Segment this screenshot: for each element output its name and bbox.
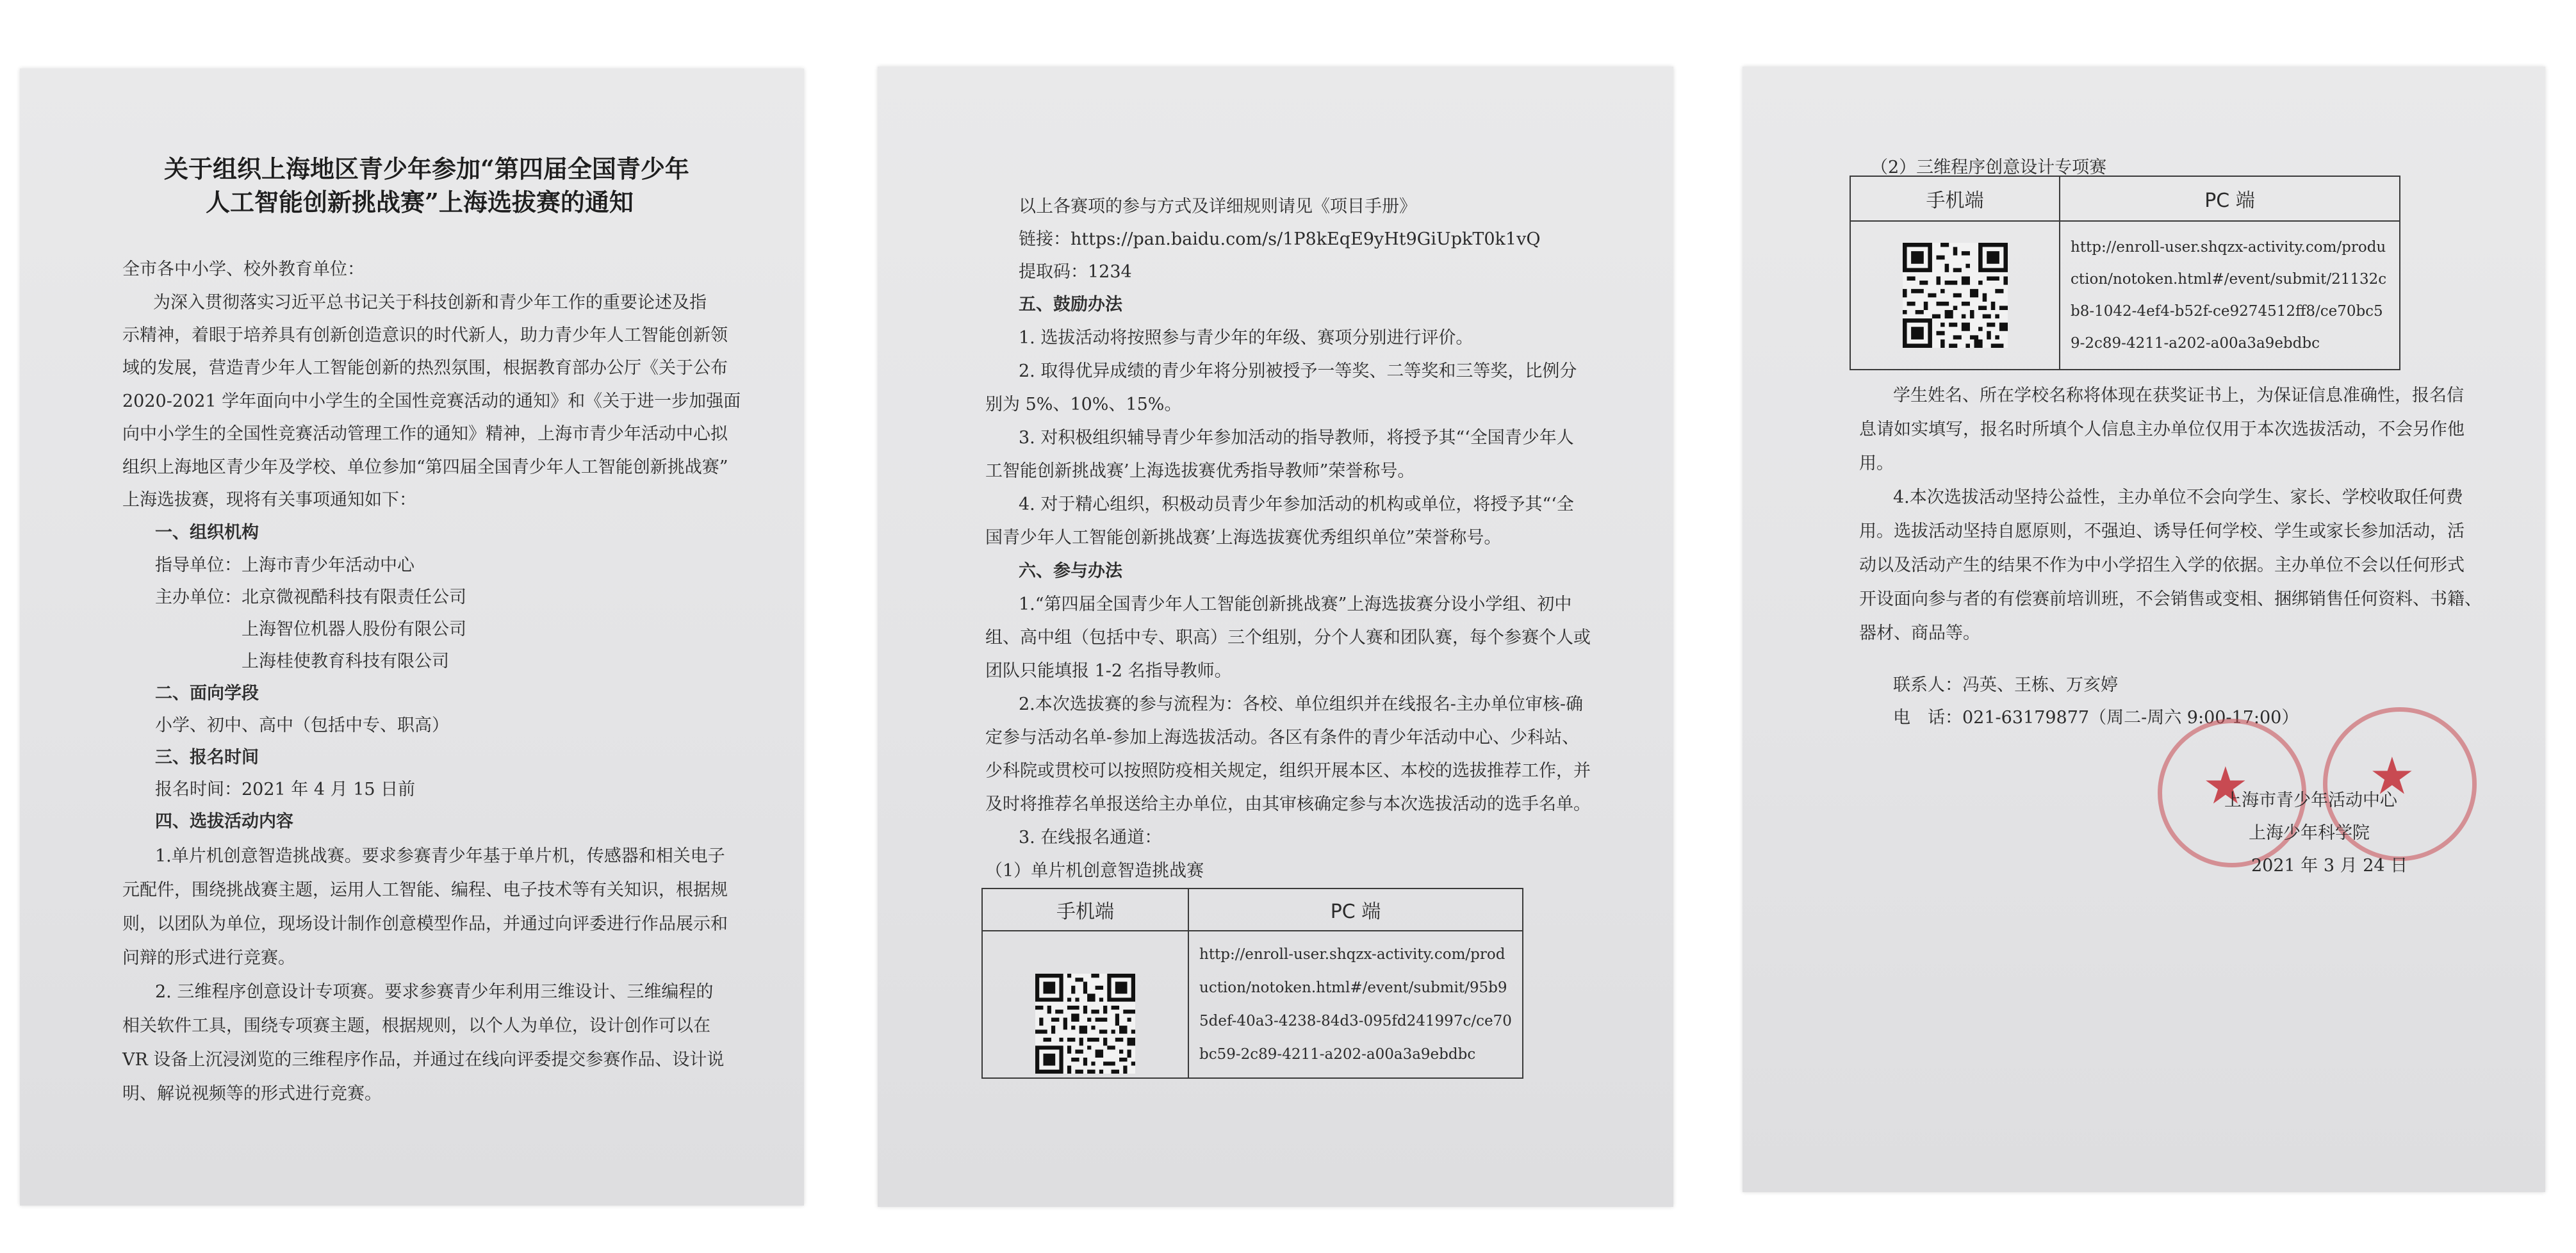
- body-line: 提取码：1234: [1019, 262, 1132, 282]
- body-line: 为深入贯彻落实习近平总书记关于科技创新和青少年工作的重要论述及指: [153, 293, 707, 313]
- seal-star-icon: ★: [2369, 746, 2415, 806]
- body-line: 少科院或贯校可以按照防疫相关规定，组织开展本区、本校的选拔推荐工作，并: [985, 761, 1591, 781]
- body-line: 1.单片机创意智造挑战赛。要求参赛青少年基于单片机，传感器和相关电子: [155, 846, 725, 866]
- subsection-label: （2）三维程序创意设计专项赛: [1871, 158, 2107, 177]
- body-line: 器材、商品等。: [1859, 623, 1980, 643]
- notice-title-line-1: 关于组织上海地区青少年参加“第四届全国青少年: [164, 154, 689, 183]
- notice-page-1: [20, 69, 804, 1206]
- pc-registration-url[interactable]: http://enroll-user.shqzx-activity.com/production/notoken.html#/event/submit/21132cb8-1042-4ef4-b52f-ce9274512ff8/ce70bc59-2c89-4211-a202-a00a3a9ebdbc: [2060, 221, 2400, 370]
- body-line: 主办单位：北京微视酷科技有限责任公司: [155, 587, 466, 607]
- manual-link[interactable]: 链接：https://pan.baidu.com/s/1P8kEqE9yHt9GiUpkT0k1vQ: [1019, 229, 1541, 249]
- mobile-header: 手机端: [982, 889, 1188, 931]
- body-line: 息请如实填写，报名时所填个人信息主办单位仅用于本次选拔活动，不会另作他: [1859, 420, 2465, 439]
- body-line: 上海选拔赛，现将有关事项通知如下：: [122, 490, 416, 510]
- registration-table: [981, 888, 1523, 1079]
- body-line: 用。选拔活动坚持自愿原则，不强迫、诱导任何学校、学生或家长参加活动，活: [1859, 521, 2465, 541]
- body-line: 则，以团队为单位，现场设计制作创意模型作品，并通过向评委进行作品展示和: [122, 914, 728, 934]
- qr-code-icon[interactable]: [1035, 974, 1135, 1074]
- body-line: VR 设备上沉浸浏览的三维程序作品，并通过在线向评委提交参赛作品、设计说: [122, 1050, 725, 1070]
- section-heading: 六、参与办法: [1019, 561, 1122, 581]
- body-line: 向中小学生的全国性竞赛活动管理工作的通知》精神，上海市青少年活动中心拟: [122, 424, 728, 444]
- body-line: 团队只能填报 1-2 名指导教师。: [985, 661, 1232, 681]
- body-line: 1. 选拔活动将按照参与青少年的年级、赛项分别进行评价。: [1019, 328, 1473, 348]
- body-line: 组、高中组（包括中专、职高）三个组别，分个人赛和团队赛，每个参赛个人或: [985, 628, 1591, 648]
- body-line: 2. 三维程序创意设计专项赛。要求参赛青少年利用三维设计、三维编程的: [155, 982, 714, 1002]
- body-line: 上海智位机器人股份有限公司: [242, 619, 466, 639]
- contact-phone: 电 话：021-63179877（周二-周六 9:00-17:00）: [1893, 708, 2299, 728]
- body-line: 示精神，着眼于培养具有创新创造意识的时代新人，助力青少年人工智能创新领: [122, 325, 728, 345]
- body-line: 用。: [1859, 454, 1894, 473]
- body-line: 工智能创新挑战赛’上海选拔赛优秀指导教师”荣誉称号。: [985, 461, 1415, 481]
- body-line: 3. 对积极组织辅导青少年参加活动的指导教师，将授予其“‘全国青少年人: [1019, 428, 1574, 448]
- body-line: 组织上海地区青少年及学校、单位参加“第四届全国青少年人工智能创新挑战赛”: [122, 457, 728, 477]
- body-line: 2020-2021 学年面向中小学生的全国性竞赛活动的通知》和《关于进一步加强面: [122, 391, 741, 411]
- seal-star-icon: ★: [2203, 756, 2249, 815]
- section-heading: 二、面向学段: [155, 684, 259, 703]
- pc-header: PC 端: [2060, 176, 2400, 221]
- body-line: 域的发展，营造青少年人工智能创新的热烈氛围，根据教育部办公厅《关于公布: [122, 358, 728, 378]
- body-line: 及时将推荐名单报送给主办单位，由其审核确定参与本次选拔活动的选手名单。: [985, 794, 1591, 814]
- mobile-header: 手机端: [1850, 176, 2060, 221]
- section-heading: 五、鼓励办法: [1019, 295, 1122, 315]
- body-line: 别为 5%、10%、15%。: [985, 395, 1182, 414]
- body-line: 元配件，围绕挑战赛主题，运用人工智能、编程、电子技术等有关知识，根据规: [122, 880, 728, 900]
- section-heading: 一、组织机构: [155, 523, 259, 543]
- notice-page-3: [1743, 67, 2545, 1192]
- contact-persons: 联系人：冯英、王栋、万亥婷: [1893, 675, 2118, 695]
- body-line: 4.本次选拔活动坚持公益性，主办单位不会向学生、家长、学校收取任何费: [1893, 487, 2463, 507]
- body-line: 明、解说视频等的形式进行竞赛。: [122, 1084, 382, 1104]
- body-line: 小学、初中、高中（包括中专、职高）: [155, 716, 449, 735]
- qr-cell: [982, 931, 1188, 1078]
- qr-code-icon[interactable]: [1903, 243, 2008, 348]
- body-line: 问辩的形式进行竞赛。: [122, 948, 295, 968]
- issuer-name: 上海市青少年活动中心: [2224, 790, 2397, 810]
- qr-cell: [1850, 221, 2060, 370]
- notice-title-line-2: 人工智能创新挑战赛”上海选拔赛的通知: [206, 188, 634, 217]
- salutation: 全市各中小学、校外教育单位：: [122, 259, 365, 279]
- notice-page-2: [878, 67, 1673, 1207]
- section-heading: 四、选拔活动内容: [155, 812, 293, 831]
- pc-registration-url[interactable]: http://enroll-user.shqzx-activity.com/production/notoken.html#/event/submit/95b95def-40a3-4238-84d3-095fd241997c/ce70bc59-2c89-4211-a202-a00a3a9ebdbc: [1188, 931, 1523, 1078]
- issuer-name: 上海少年科学院: [2249, 823, 2370, 843]
- body-line: 相关软件工具，围绕专项赛主题，根据规则，以个人为单位，设计创作可以在: [122, 1016, 710, 1036]
- section-heading: 三、报名时间: [155, 748, 259, 767]
- issue-date: 2021 年 3 月 24 日: [2251, 856, 2408, 876]
- body-line: 上海桂使教育科技有限公司: [242, 651, 449, 671]
- body-line: 3. 在线报名通道：: [1019, 828, 1162, 848]
- body-line: 学生姓名、所在学校名称将体现在获奖证书上，为保证信息准确性，报名信: [1893, 386, 2464, 405]
- body-line: 2.本次选拔赛的参与流程为：各校、单位组织并在线报名-主办单位审核-确: [1019, 694, 1584, 714]
- registration-table: [1850, 176, 2400, 370]
- body-line: 报名时间：2021 年 4 月 15 日前: [155, 780, 416, 799]
- body-line: 4. 对于精心组织，积极动员青少年参加活动的机构或单位，将授予其“‘全: [1019, 495, 1574, 514]
- pc-header: PC 端: [1188, 889, 1523, 931]
- body-line: 2. 取得优异成绩的青少年将分别被授予一等奖、二等奖和三等奖，比例分: [1019, 361, 1577, 381]
- body-line: 动以及活动产生的结果不作为中小学招生入学的依据。主办单位不会以任何形式: [1859, 555, 2465, 575]
- body-line: 定参与活动名单-参加上海选拔活动。各区有条件的青少年活动中心、少科站、: [985, 728, 1580, 748]
- body-line: 国青少年人工智能创新挑战赛’上海选拔赛优秀组织单位”荣誉称号。: [985, 528, 1502, 548]
- body-line: 指导单位：上海市青少年活动中心: [155, 555, 414, 575]
- subsection-label: （1）单片机创意智造挑战赛: [985, 861, 1204, 881]
- body-line: 以上各赛项的参与方式及详细规则请见《项目手册》: [1019, 197, 1416, 217]
- body-line: 开设面向参与者的有偿赛前培训班，不会销售或变相、捆绑销售任何资料、书籍、: [1859, 589, 2482, 609]
- body-line: 1.“第四届全国青少年人工智能创新挑战赛”上海选拔赛分设小学组、初中: [1019, 594, 1572, 614]
